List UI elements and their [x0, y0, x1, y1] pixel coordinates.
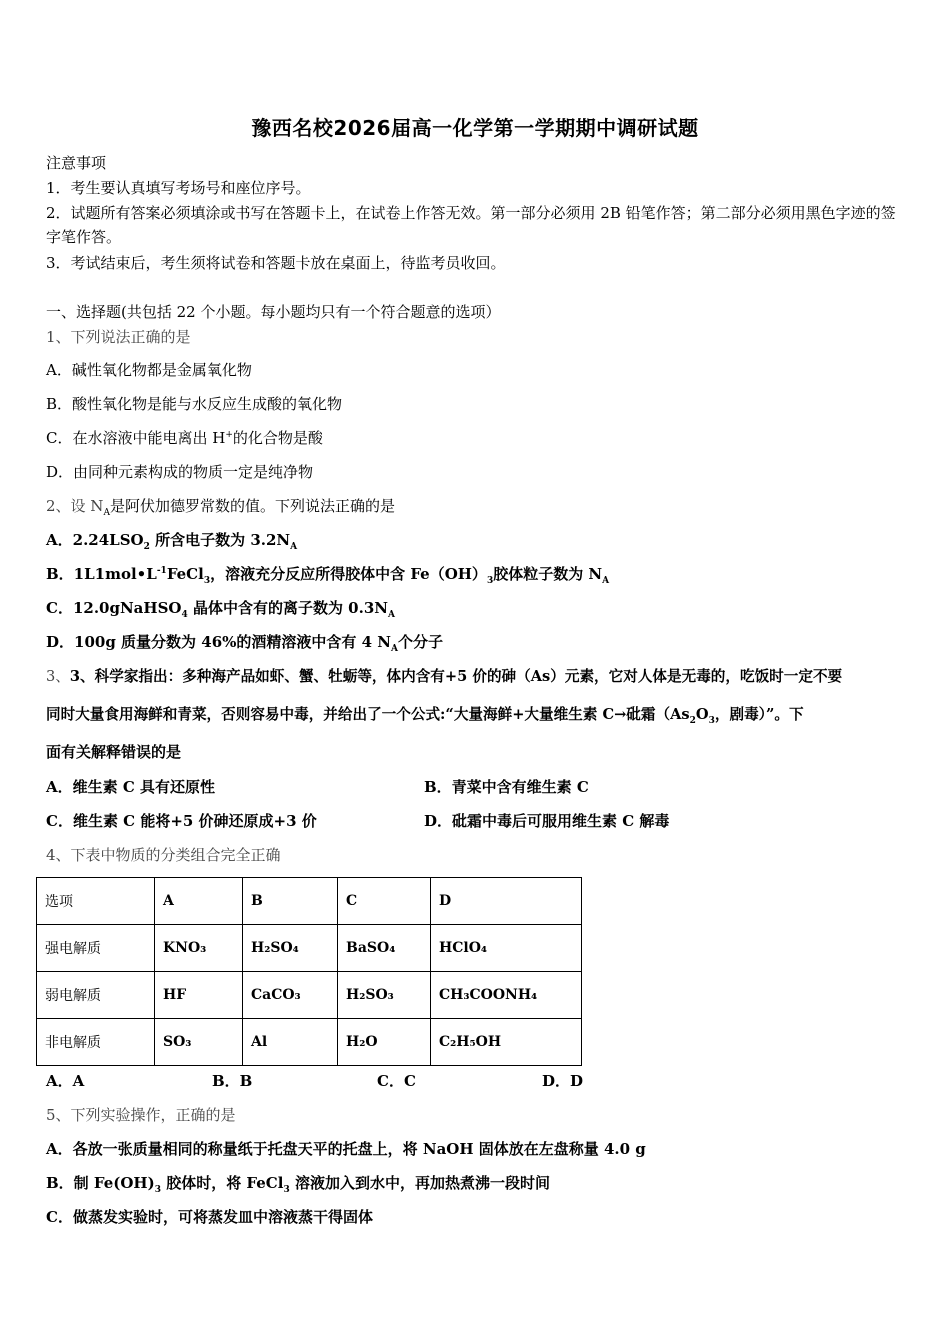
q3-row-1	[46, 775, 906, 799]
notice-item-1: 1．考生要认真填写考场号和座位序号。	[46, 179, 311, 197]
q1-option-c: C．在水溶液中能电离出 H+的化合物是酸	[46, 429, 323, 447]
table-row	[37, 972, 582, 1019]
q2-option-b: B．$1L1mol•L^{-1}FeCl_3$，溶液充分反应所得胶体中含 $Fe(OH)_3$胶体粒子数为 $N_A$	[46, 565, 610, 586]
q3-option-d: D．砒霜中毒后可服用维生素 C 解毒	[424, 812, 670, 830]
table-cell: BaSO₄	[338, 925, 431, 972]
table-row-label: 非电解质	[37, 1019, 155, 1066]
table-row-label: 弱电解质	[37, 972, 155, 1019]
page-title: 豫西名校2026届高一化学第一学期期中调研试题	[251, 116, 699, 140]
q2-option-a: A．$2.24LSO_2$ 所含电子数为 $3.2N_A$	[46, 531, 298, 552]
table-cell: Al	[243, 1019, 338, 1066]
classification-table	[36, 877, 582, 1066]
table-cell: H₂O	[338, 1019, 431, 1066]
q3-option-a: A．维生素 C 具有还原性	[46, 778, 216, 796]
table-cell: CaCO₃	[243, 972, 338, 1019]
q4-option-c: C．C	[377, 1072, 416, 1090]
notice-item-3: 3．考试结束后，考生须将试卷和答题卡放在桌面上，待监考员收回。	[46, 254, 506, 272]
table-cell: HF	[155, 972, 243, 1019]
section-heading: 一、选择题(共包括 22 个小题。每小题均只有一个符合题意的选项）	[46, 303, 501, 321]
q1-option-a: A．碱性氧化物都是金属氧化物	[46, 361, 252, 379]
q4-option-a: A．A	[46, 1072, 85, 1090]
q4-option-d: D．D	[542, 1072, 584, 1090]
q2-option-c: C．12.0gNaHSO$_4$ 晶体中含有的离子数为 $0.3N_A$	[46, 599, 395, 620]
q3-option-b: B．青菜中含有维生素 C	[424, 778, 589, 796]
q4-options	[46, 1069, 906, 1093]
notice-item-2: 2．试题所有答案必须填涂或书写在答题卡上，在试卷上作答无效。第一部分必须用 2B 铅笔作答；第二部分必须用黑色字迹的签字笔作答。	[46, 204, 896, 246]
table-header-cell: B	[243, 878, 338, 925]
q1-stem: 1、下列说法正确的是	[46, 328, 191, 346]
table-header-row	[37, 878, 582, 925]
table-header-cell: D	[431, 878, 582, 925]
table-cell: CH₃COONH₄	[431, 972, 582, 1019]
q5-stem: 5、下列实验操作，正确的是	[46, 1106, 236, 1124]
q1-option-b: B．酸性氧化物是能与水反应生成酸的氧化物	[46, 395, 343, 413]
table-row-label: 强电解质	[37, 925, 155, 972]
q3-stem-line1: 3、3、科学家指出：多种海产品如虾、蟹、牡蛎等，体内含有+5 价的砷（As）元素，它对人体是无毒的，吃饭时一定不要	[46, 668, 843, 685]
table-header-cell: 选项	[37, 878, 155, 925]
table-row	[37, 1019, 582, 1066]
table-header-cell: C	[338, 878, 431, 925]
table-header-cell: A	[155, 878, 243, 925]
q3-row-2	[46, 809, 906, 833]
q2-option-d: D．100g 质量分数为 46%的酒精溶液中含有 4 $N_A$个分子	[46, 633, 443, 654]
q4-stem: 4、下表中物质的分类组合完全正确	[46, 846, 281, 864]
q1-option-d: D．由同种元素构成的物质一定是纯净物	[46, 463, 314, 481]
q3-stem-line3: 面有关解释错误的是	[46, 743, 182, 761]
q5-option-a: A．各放一张质量相同的称量纸于托盘天平的托盘上，将 NaOH 固体放在左盘称量 4.0 g	[46, 1140, 646, 1158]
q4-option-b: B．B	[212, 1072, 253, 1090]
table-cell: SO₃	[155, 1019, 243, 1066]
q3-option-c: C．维生素 C 能将+5 价砷还原成+3 价	[46, 812, 317, 830]
notice-heading: 注意事项	[46, 154, 107, 172]
q5-option-b: B．制 $Fe(OH)_3$ 胶体时，将 FeCl$_3$ 溶液加入到水中，再加热煮沸一段时间	[46, 1174, 550, 1195]
q3-stem-line2: 同时大量食用海鲜和青菜，否则容易中毒，并给出了一个公式:“大量海鲜+大量维生素 C→砒霜（$As_2O_3$，剧毒）”。下	[46, 706, 804, 726]
table-cell: KNO₃	[155, 925, 243, 972]
q5-option-c: C．做蒸发实验时，可将蒸发皿中溶液蒸干得固体	[46, 1208, 373, 1226]
table-cell: C₂H₅OH	[431, 1019, 582, 1066]
table-cell: H₂SO₄	[243, 925, 338, 972]
table-cell: HClO₄	[431, 925, 582, 972]
table-cell: H₂SO₃	[338, 972, 431, 1019]
q2-stem: 2、设 $N_A$是阿伏加德罗常数的值。下列说法正确的是	[46, 497, 395, 518]
table-row	[37, 925, 582, 972]
